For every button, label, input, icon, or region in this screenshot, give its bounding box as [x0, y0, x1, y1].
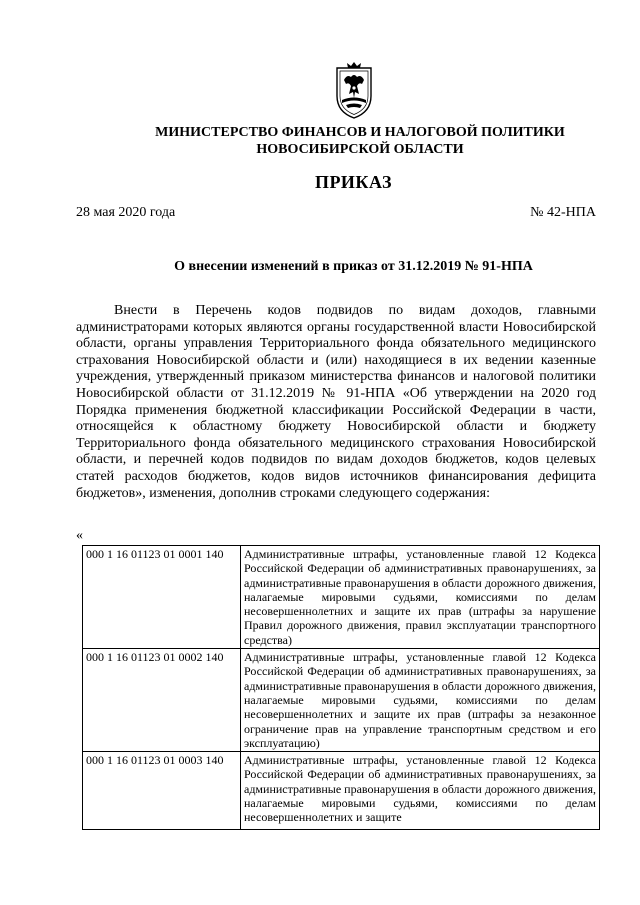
table-row — [83, 546, 600, 649]
document-subject: О внесении изменений в приказ от 31.12.2019 № 91-НПА — [174, 259, 533, 274]
document-date: 28 мая 2020 года — [76, 205, 176, 220]
document-number: № 42-НПА — [530, 205, 596, 220]
table-row — [83, 649, 600, 752]
description-cell: Административные штрафы, установленные главой 12 Кодекса Российской Федерации об административных правонарушениях, за административные правонарушения в области дорожного движения, налагаемые мировыми судьями, комиссиями по делам несовершеннолетних и защите их прав (штрафы за незаконное ограничение прав на управление транспортным средством и его эксплуатацию) — [241, 649, 600, 752]
description-cell: Административные штрафы, установленные главой 12 Кодекса Российской Федерации об административных правонарушениях, за административные правонарушения в области дорожного движения, налагаемые мировыми судьями, комиссиями по делам несовершеннолетних и защите их прав (штрафы за нарушение Правил дорожного движения, правил эксплуатации транспортного средства) — [241, 546, 600, 649]
description-cell — [241, 752, 600, 830]
body-paragraph: Внести в Перечень кодов подвидов по видам доходов, главными администраторами которых являются органы государственной власти Новосибирской области, органы управления Территориального фонда обязательного медицинского страхования Новосибирской области и (или) находящиеся в их ведении казенные учреждения, утвержденный приказом министерства финансов и налоговой политики Новосибирской области от 31.12.2019 № 91-НПА «Об утверждении на 2020 год Порядка применения бюджетной классификации Российской Федерации в части, относящейся к областному бюджету Новосибирской области и бюджету Территориального фонда обязательного медицинского страхования Новосибирской области, и перечней кодов подвидов по видам доходов бюджетов, кодов целевых статей расходов бюджетов, кодов видов источников финансирования дефицита бюджетов», изменения, дополнив строками следующего содержания: — [76, 303, 596, 501]
codes-table — [82, 545, 600, 830]
ministry-line-1: МИНИСТЕРСТВО ФИНАНСОВ И НАЛОГОВОЙ ПОЛИТИКИ — [155, 125, 565, 140]
code-cell: 000 1 16 01123 01 0002 140 — [83, 649, 241, 752]
opening-quote: « — [76, 528, 83, 543]
coat-of-arms-icon — [329, 62, 379, 120]
ministry-name — [40, 124, 640, 158]
code-cell: 000 1 16 01123 01 0001 140 — [83, 546, 241, 649]
ministry-line-2: НОВОСИБИРСКОЙ ОБЛАСТИ — [256, 142, 464, 157]
code-cell: 000 1 16 01123 01 0003 140 — [83, 752, 241, 830]
description-text: Административные штрафы, установленные главой 12 Кодекса Российской Федерации об административных правонарушениях, за административные правонарушения в области дорожного движения, налагаемые мировыми судьями, комиссиями по делам несовершеннолетних и защите — [244, 753, 596, 825]
table-row — [83, 752, 600, 830]
document-type: ПРИКАЗ — [314, 172, 393, 192]
